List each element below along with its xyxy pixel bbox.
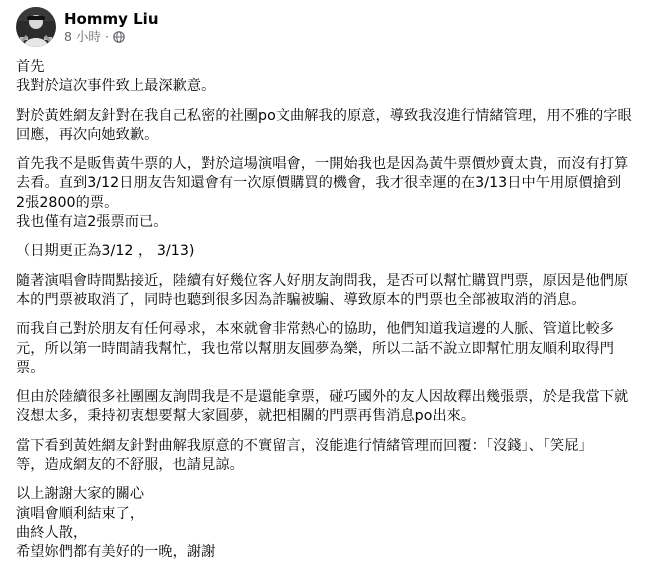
post-text-line: （日期更正為3/12 ， 3/13) [16,243,195,260]
post-text-line: 希望妳們都有美好的一晚，謝謝 [16,544,216,561]
post-meta [64,29,159,45]
author-name[interactable]: Hommy Liu [64,10,159,28]
post-text-line: 演唱會順利結束了， [16,505,145,522]
post-text-line: 曲終人散， [16,524,88,541]
post-text-line: 當下看到黃姓網友針對曲解我原意的不實留言，沒能進行情緒管理而回覆：「沒錢」、「笑屁」 [16,437,593,454]
post-text-line: 但由於陸續很多社團團友詢問我是不是還能拿票，碰巧國外的友人因故釋出幾張票，於是我當下就 [16,389,629,406]
post-text-line: 以上謝謝大家的關心 [16,486,145,503]
post-timestamp[interactable]: 8 小時 [64,29,101,44]
post-text-line: 我也僅有這2張票而已。 [16,214,168,231]
post-text-line: 等，造成網友的不舒服，也請見諒。 [16,457,244,474]
post-text-line: 首先我不是販售黃牛票的人，對於這場演唱會，一開始我也是因為黃牛票價炒賣太貴，而沒有打算 [16,156,629,173]
post-paragraph [16,242,653,261]
post-text-line: 對於黃姓網友針對在我自己私密的社團po文曲解我的原意，導致我沒進行情緒管理，用不雅的字眼 [16,107,632,124]
post-paragraph [16,485,653,562]
post-body [16,58,653,563]
post-text-line: 我對於這次事件致上最深歉意。 [16,78,216,95]
avatar-image [16,7,56,47]
post-paragraph [16,320,653,378]
post-paragraph [16,58,653,97]
post-text-line: 而我自己對於朋友有任何尋求，本來就會非常熱心的協助，他們知道我這邊的人脈、管道比較多 [16,321,614,338]
post-text-line: 票。 [16,359,45,376]
post-text-line: 沒想太多，秉持初衷想要幫大家圓夢，就把相關的門票再售消息po出來。 [16,408,476,425]
post-text-line: 回應，再次向她致歉。 [16,126,159,143]
post-text-line: 去看。直到3/12日朋友告知還會有一次原價購買的機會，我才很幸運的在3/13日中午用原價搶到 [16,175,622,192]
post-header-text [64,9,159,45]
author-avatar[interactable] [16,7,56,47]
post-text-line: 本的門票被取消了，同時也聽到很多因為詐騙被騙、導致原本的門票也全部被取消的消息。 [16,291,586,308]
post-text-line: 隨著演唱會時間點接近，陸續有好幾位客人好朋友詢問我，是否可以幫忙購買門票，原因是他們原 [16,272,629,289]
post-header [16,0,653,52]
post-text-line: 首先 [16,59,45,75]
meta-separator: · [104,29,109,44]
post-paragraph [16,388,653,427]
post-text-line: 元，所以第一時間請我幫忙，我也常以幫朋友圓夢為樂，所以二話不說立即幫忙朋友順利取得門 [16,340,614,357]
post-paragraph [16,437,653,476]
post-paragraph [16,107,653,146]
post-paragraph [16,272,653,311]
post-paragraph [16,155,653,232]
post-text-line: 2張2800的票。 [16,194,119,211]
globe-icon[interactable] [113,31,125,43]
